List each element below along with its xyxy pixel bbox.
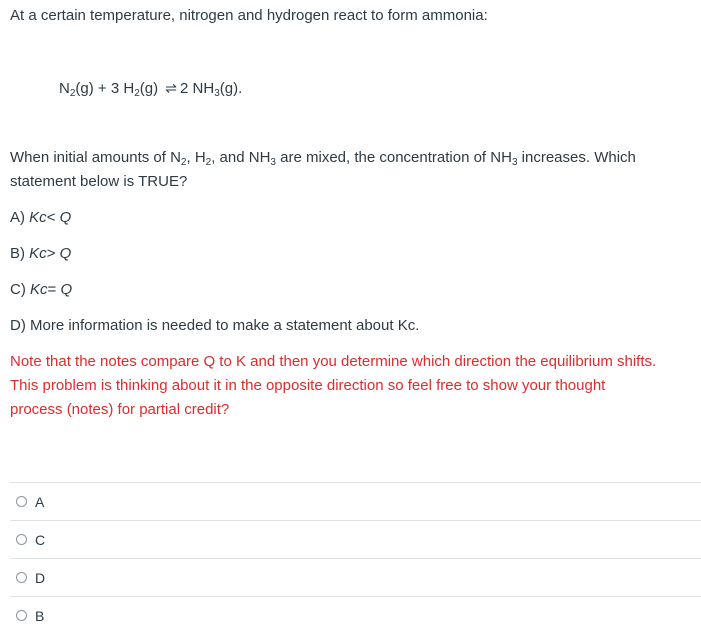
answer-label: A (35, 493, 45, 510)
answer-choice-c[interactable] (10, 520, 701, 558)
question-stem-line2: statement below is TRUE? (10, 173, 188, 190)
question-intro: At a certain temperature, nitrogen and hydrogen react to form ammonia: (10, 7, 488, 24)
radio-button[interactable] (16, 534, 27, 545)
answer-label: B (35, 607, 45, 624)
question-stem-line1: When initial amounts of $N_2$, $H_2$, and $NH_3$ are mixed, the concentration of $NH_3$ increases. Which (10, 149, 636, 168)
equilibrium-arrow-icon: ⇌ (165, 80, 177, 96)
radio-button[interactable] (16, 496, 27, 507)
option-d-text: D) More information is needed to make a statement about Kc. (10, 317, 420, 334)
answer-label: C (35, 531, 46, 548)
answer-list (10, 482, 701, 634)
radio-button[interactable] (16, 610, 27, 621)
instructor-note: Note that the notes compare Q to K and then you determine which direction the equilibrium shifts. This problem is thinking about it in the opposite direction so feel free to show your thought process (notes) for partial credit? (10, 353, 657, 418)
option-c-text: C) Kc= Q (10, 281, 73, 298)
answer-choice-b[interactable] (10, 596, 701, 634)
answer-choice-a[interactable] (10, 482, 701, 520)
option-a-text: A) Kc< Q (10, 209, 72, 226)
chemical-equation: $N_2(g) + 3$ $H_2(g)$ ⇌ 2 $NH_3(g)$. (59, 76, 242, 101)
option-b-text: B) Kc> Q (10, 245, 72, 262)
answer-choice-d[interactable] (10, 558, 701, 596)
answer-label: D (35, 569, 46, 586)
radio-button[interactable] (16, 572, 27, 583)
